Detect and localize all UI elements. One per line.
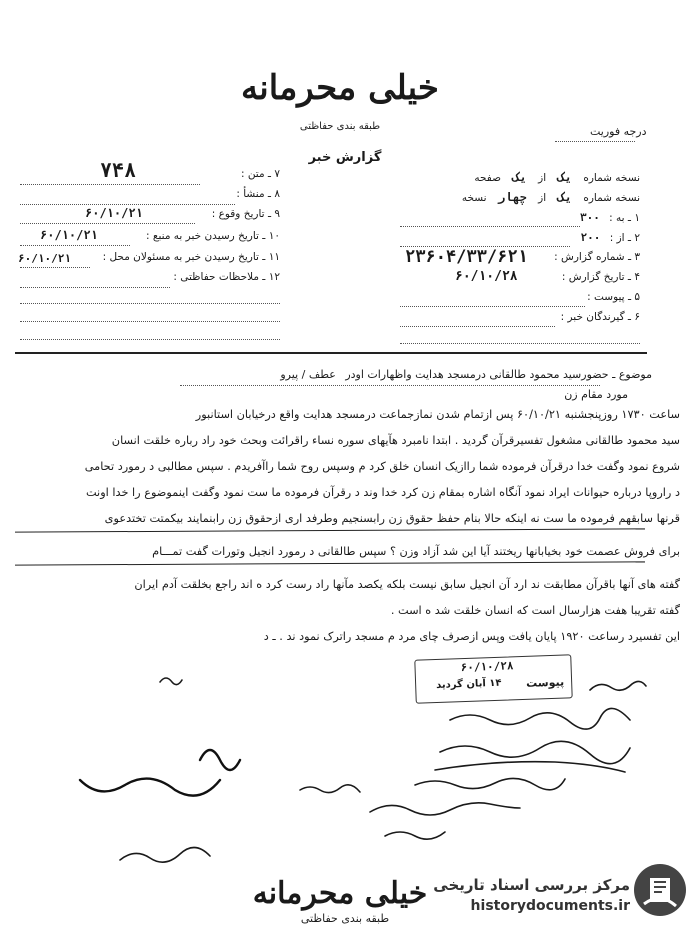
field-label: ۱۱ ـ تاریخ رسیدن خبر به مسئولان محل : xyxy=(102,251,280,263)
field-label: ۸ ـ منشأ : xyxy=(236,188,280,200)
dotline xyxy=(20,244,130,246)
field-label: ۲ ـ از : xyxy=(609,232,640,244)
field-tail: نسخه xyxy=(461,192,487,204)
stamp-note: ۱۴ آبان گردید xyxy=(436,677,502,692)
body-line: سید محمود طالقانی مشغول تفسیرقرآن گردید . ابتدا نامبرد هآیهای سوره نساء راقرائت وبحث خود راد رباره خلقت انسان xyxy=(111,434,680,447)
field-label: ۱۰ ـ تاریخ رسیدن خبر به منبع : xyxy=(146,230,280,242)
scribble xyxy=(385,832,445,839)
field-mid: از xyxy=(538,172,547,184)
priority-label: درجه فوریت xyxy=(590,125,647,138)
page-count: یک xyxy=(512,170,527,184)
dotline xyxy=(20,302,280,304)
copy-number: یک xyxy=(557,170,572,184)
scribble xyxy=(120,847,210,862)
handwritten-underline xyxy=(15,561,645,565)
classification-subtitle: طبقه بندی حفاظتی xyxy=(299,121,381,132)
field-label: نسخه شماره xyxy=(583,172,640,184)
scribble xyxy=(160,678,182,685)
field-label: ۳ ـ شماره گزارش : xyxy=(554,251,640,263)
field-label: ۶ ـ گیرندگان خبر : xyxy=(560,311,640,323)
body-line: قرنها سابقهم فرموده ما ست نه اینکه حالا بنام حفظ حقوق زن رابسنجیم وطرفد اری ازحقوق زن رابنمایند بیکمتت تختدعوی xyxy=(104,512,680,525)
field-12 xyxy=(20,271,280,283)
field-label: ۱۲ ـ ملاحظات حفاظتی : xyxy=(173,271,280,283)
dotline xyxy=(400,325,555,327)
signature-stroke xyxy=(200,750,240,770)
subject-line-2: مورد مقام زن xyxy=(564,388,628,401)
scribble xyxy=(590,681,646,690)
body-line: برای فروش عصمت خود بخیابانها ریختند آیا این شد آزاد وزن ؟ سپس طالقانی د رمورد انجیل وتورات گفت تمـــام xyxy=(152,545,680,558)
field-5 xyxy=(400,291,640,303)
field-label: ۱ ـ به : xyxy=(609,212,640,224)
dotline xyxy=(20,183,200,185)
field-9 xyxy=(20,208,280,220)
dotline xyxy=(400,225,580,227)
copy-count-row xyxy=(400,190,640,204)
field-1-value: ۳۰۰ xyxy=(579,211,600,224)
dotline xyxy=(20,266,90,268)
body-line: ساعت ۱۷۳۰ روزپنجشنبه ۶۰/۱۰/۲۱ پس ازتمام شدن نمازجماعت درمسجد هدایت واقع درخیابان استانبور xyxy=(195,408,680,421)
handwritten-annotations xyxy=(0,660,700,870)
field-7-value: ۷۴۸ xyxy=(100,158,137,182)
field-label: ۵ ـ پیوست : xyxy=(587,291,640,303)
field-8 xyxy=(20,188,280,200)
field-2-value: ۲۰۰ xyxy=(580,231,601,244)
subject-text: حضورسید محمود طالقانی درمسجد هدایت واظهارات اودر xyxy=(345,368,609,381)
scribble xyxy=(300,785,360,793)
footer-classification-subtitle: طبقه بندی حفاظتی xyxy=(300,912,390,925)
subject-prefix: موضوع ـ xyxy=(612,368,652,381)
classification-title: خیلی محرمانه xyxy=(241,68,439,108)
dotline xyxy=(20,320,280,322)
field-tail: صفحه xyxy=(474,172,502,184)
copy-number: یک xyxy=(557,190,572,204)
priority-dotline xyxy=(555,140,635,142)
subject-line xyxy=(180,368,652,381)
field-11-value: ۶۰/۱۰/۲۱ xyxy=(18,252,71,265)
dotline xyxy=(20,222,195,224)
scribble xyxy=(450,708,630,729)
field-2 xyxy=(400,231,640,244)
scribble xyxy=(435,762,625,772)
body-line: د راروپا درباره حیوانات ایراد نمود آنگاه اشاره بمقام زن کرد خدا وند د رقرآن فرموده ما ست نمود وگفت اینموضوع را خدا اونت xyxy=(85,486,680,499)
field-label: ۴ ـ تاریخ گزارش : xyxy=(561,271,640,283)
subject-tail: عطف / پیرو xyxy=(280,368,336,381)
dotline xyxy=(400,305,585,307)
body-line: گفته تقریبا هفت هزارسال است که انسان خلقت شد ه است . xyxy=(390,604,680,617)
report-type: گزارش خبر xyxy=(308,150,382,165)
dotline xyxy=(20,286,170,288)
footer-classification-title: خیلی محرمانه xyxy=(252,876,428,911)
scribble xyxy=(415,778,565,789)
body-line: شروع نمود وگفت خدا درقرآن فرموده شما راازیک انسان خلق کرد م وسپس روح شما راآفریدم . سپس مطالبی د رمورد تحامی xyxy=(84,460,680,473)
field-6 xyxy=(400,311,640,323)
field-10-value: ۶۰/۱۰/۲۱ xyxy=(40,228,98,242)
dotline xyxy=(20,338,280,340)
scribble xyxy=(370,803,520,815)
field-9-value: ۶۰/۱۰/۲۱ xyxy=(85,206,143,220)
body-line: گفته های آنها باقرآن مطابقت ند ارد آن انجیل سابق نیست بلکه یکصد مآنها راد رست کرد ه اند راجع بخلقت آدم ایران xyxy=(134,578,680,591)
field-label: ۹ ـ تاریخ وقوع : xyxy=(211,208,280,220)
field-4-value: ۶۰/۱۰/۲۸ xyxy=(455,269,518,284)
field-1 xyxy=(400,211,640,224)
dotline xyxy=(20,203,235,205)
scribble xyxy=(440,741,630,763)
field-label: ۷ ـ متن : xyxy=(240,168,280,180)
dotline xyxy=(400,342,640,344)
field-label: نسخه شماره xyxy=(583,192,640,204)
stamp-label: پیوست xyxy=(525,675,565,690)
copy-page-row xyxy=(400,170,640,184)
field-3-value: ۲۳۶۰۴/۳۳/۶۲۱ xyxy=(405,247,528,267)
field-4 xyxy=(400,271,640,283)
dotline xyxy=(180,384,600,386)
archive-logo-icon xyxy=(632,862,688,918)
handwritten-underline xyxy=(15,528,645,532)
field-mid: از xyxy=(538,192,547,204)
body-line: این تفسیرد رساعت ۱۹۲۰ پایان یافت وپس ازصرف چای مرد م مسجد راترک نمود ند . ـ د xyxy=(263,630,680,643)
field-7 xyxy=(20,168,280,180)
copy-total: چهار xyxy=(497,190,527,204)
watermark-text-fa: مرکز بررسی اسناد تاریخی xyxy=(433,876,630,894)
stamp-date: ۶۰/۱۰/۲۸ xyxy=(460,659,514,675)
section-divider xyxy=(15,352,647,354)
signature-stroke xyxy=(80,779,220,796)
watermark-text-en: historydocuments.ir xyxy=(470,898,630,914)
